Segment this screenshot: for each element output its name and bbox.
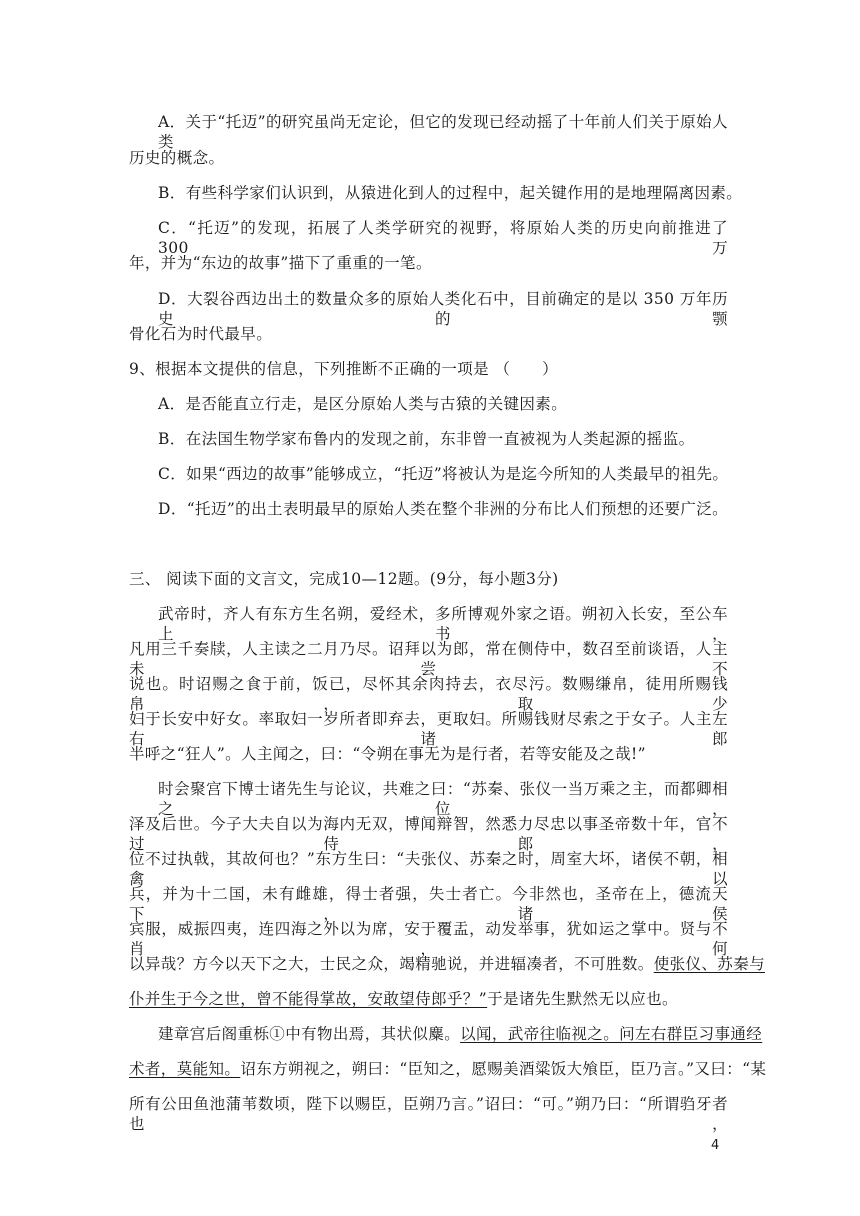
passage-p1-line2: 凡用三千奏牍，人主读之二月乃尽。诏拜以为郎，常在侧侍中，数召至前谈语，人主未尝不 (129, 640, 728, 678)
q8-option-d-line1: D．大裂谷西边出土的数量众多的原始人类化石中，目前确定的是以 350 万年历史的颚 (158, 290, 728, 328)
passage-p2-line1: 时会聚宫下博士诸先生与论议，共难之曰：“苏秦、张仪一当万乘之主，而都卿相之位， (158, 780, 728, 818)
q9-option-c: C．如果“西边的故事”能够成立，“托迈”将被认为是迄今所知的人类最早的祖先。 (158, 465, 729, 483)
passage-p3-line2-text: 诏东方朔视之，朔曰：“臣知之，愿赐美酒粱饭大飧臣，臣乃言。”又曰：“某 (240, 1060, 767, 1078)
q8-option-c-line2: 年，并为“东边的故事”描下了重重的一笔。 (129, 254, 432, 272)
underlined-sentence-part2: 仆并生于今之世，曾不能得掌故，安敢望侍郎乎？” (129, 990, 488, 1008)
q8-option-c-line1: C．“托迈”的发现，拓展了人类学研究的视野，将原始人类的历史向前推进了 300 万 (158, 219, 728, 257)
passage-p2-line6-text: 以异哉？方今以天下之大，士民之众，竭精驰说，并进辐凑者，不可胜数。 (129, 955, 654, 973)
q8-option-a-line1: A．关于“托迈”的研究虽尚无定论，但它的发现已经动摇了十年前人们关于原始人类 (158, 113, 728, 151)
passage-p3-line3: 所有公田鱼池蒲苇数顷，陛下以赐臣，臣朔乃言。”诏曰：“可。”朔乃曰：“所谓驺牙者也， (129, 1095, 728, 1133)
page-number: 4 (711, 1138, 720, 1153)
q8-option-a-line2: 历史的概念。 (129, 149, 225, 167)
underlined-sentence-2-part1: 以闻，武帝往临视之。问左右群臣习事通经 (460, 1025, 763, 1043)
q8-option-d-line2: 骨化石为时代最早。 (129, 325, 273, 343)
q9-stem: 9、根据本文提供的信息，下列推断不正确的一项是 （ ） (129, 360, 558, 378)
passage-p2-line3: 位不过执戟，其故何也？”东方生曰：“夫张仪、苏秦之时，周室大坏，诸侯不朝，相禽以 (129, 850, 728, 888)
underlined-sentence-2-part2: 术者，莫能知。 (129, 1060, 241, 1078)
q8-option-b: B．有些科学家们认识到，从猿进化到人的过程中，起关键作用的是地理隔离因素。 (158, 184, 743, 202)
passage-p2-line7 (129, 989, 678, 1009)
passage-p1-line3: 说也。时诏赐之食于前，饭已，尽怀其余肉持去，衣尽污。数赐缣帛，徒用所赐钱帛，取少 (129, 675, 728, 713)
passage-p1-line5: 半呼之“狂人”。人主闻之，曰：“令朔在事无为是行者，若等安能及之哉!” (129, 745, 646, 763)
passage-p1-line1: 武帝时，齐人有东方生名朔，爱经术，多所博观外家之语。朔初入长安，至公车上书， (158, 605, 728, 643)
passage-p3-line2 (129, 1059, 766, 1079)
section-3-heading: 三、 阅读下面的文言文，完成10—12题。(9分，每小题3分) (129, 570, 559, 588)
underlined-sentence-part1: 使张仪、苏秦与 (653, 955, 766, 973)
passage-p2-line6 (129, 954, 765, 974)
q9-option-a: A．是否能直立行走，是区分原始人类与古猿的关键因素。 (158, 395, 568, 413)
passage-p2-line2: 泽及后世。今子大夫自以为海内无双，博闻辩智，然悉力尽忠以事圣帝数十年，官不过侍郎， (129, 815, 728, 853)
passage-p2-line7-tail: 于是诸先生默然无以应也。 (487, 990, 678, 1008)
q9-option-b: B．在法国生物学家布鲁内的发现之前，东非曾一直被视为人类起源的摇监。 (158, 430, 695, 448)
passage-p2-line5: 宾服，威振四夷，连四海之外以为席，安于覆盂，动发举事，犹如运之掌中。贤与不肖，何 (129, 920, 728, 958)
passage-p2-line4: 兵，并为十二国，未有雌雄，得士者强，失士者亡。今非然也，圣帝在上，德流天下，诸侯 (129, 885, 728, 923)
passage-p3-line1-text: 建章宫后阁重栎①中有物出焉，其状似麋。 (158, 1025, 461, 1043)
q9-option-d: D．“托迈”的出土表明最早的原始人类在整个非洲的分布比人们预想的还要广泛。 (158, 500, 729, 518)
passage-p3-line1 (158, 1024, 762, 1044)
passage-p1-line4: 妇于长安中好女。率取妇一岁所者即弃去，更取妇。所赐钱财尽索之于女子。人主左右诸郎 (129, 710, 728, 748)
